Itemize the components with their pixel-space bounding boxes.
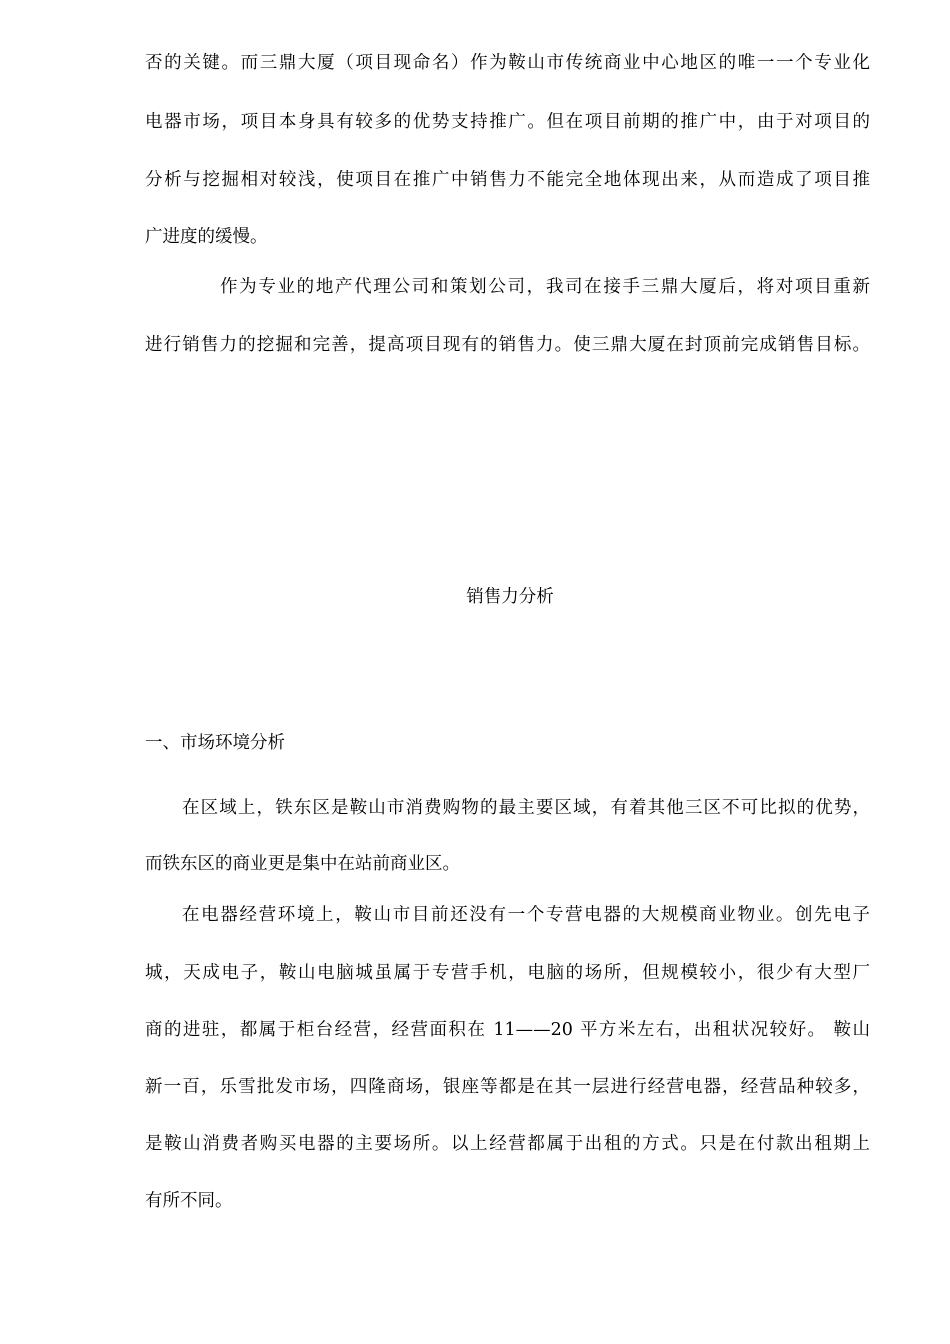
paragraph-line: 在电器经营环境上，鞍山市目前还没有一个专营电器的大规模商业物业。创先电子: [182, 905, 870, 925]
paragraph-line: 而铁东区的商业更是集中在站前商业区。: [145, 854, 460, 874]
paragraph-line: 有所不同。: [145, 1191, 233, 1211]
paragraph-line: 电器市场，项目本身具有较多的优势支持推广。但在项目前期的推广中，由于对项目的: [145, 112, 870, 132]
section-title: 销售力分析: [466, 587, 554, 607]
paragraph-line: 否的关键。而三鼎大厦（项目现命名）作为鞍山市传统商业中心地区的唯一一个专业化: [145, 53, 870, 73]
paragraph-line: 商的进驻，都属于柜台经营，经营面积在 11——20 平方米左右，出租状况较好。 鞍山: [145, 1020, 870, 1040]
paragraph-line: 分析与挖掘相对较浅，使项目在推广中销售力不能完全地体现出来，从而造成了项目推: [145, 170, 870, 190]
paragraph-line: 进行销售力的挖掘和完善，提高项目现有的销售力。使三鼎大厦在封顶前完成销售目标。: [145, 335, 870, 355]
paragraph-line: 在区域上，铁东区是鞍山市消费购物的最主要区域，有着其他三区不可比拟的优势，: [182, 798, 870, 818]
paragraph-line: 作为专业的地产代理公司和策划公司，我司在接手三鼎大厦后，将对项目重新: [220, 277, 870, 297]
paragraph-line: 城，天成电子，鞍山电脑城虽属于专营手机，电脑的场所，但规模较小，很少有大型厂: [145, 963, 870, 983]
paragraph-line: 新一百，乐雪批发市场，四隆商场，银座等都是在其一层进行经营电器，经营品种较多，: [145, 1077, 870, 1097]
section-heading: 一、市场环境分析: [145, 733, 285, 753]
paragraph-line: 是鞍山消费者购买电器的主要场所。以上经营都属于出租的方式。只是在付款出租期上: [145, 1134, 870, 1154]
paragraph-line: 广进度的缓慢。: [145, 227, 268, 247]
